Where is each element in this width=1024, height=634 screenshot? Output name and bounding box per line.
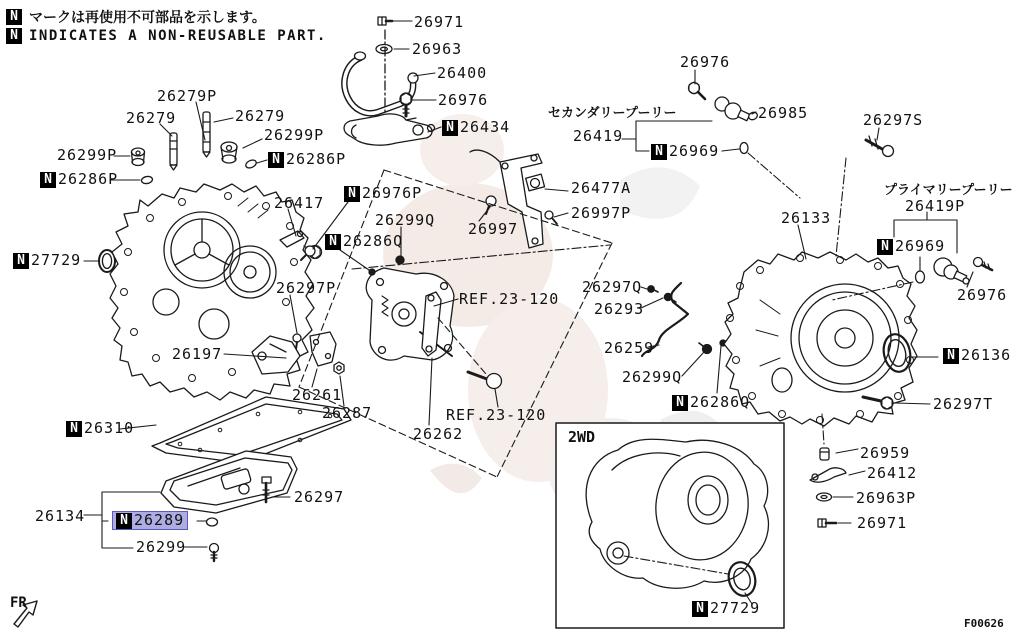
part-number-text: 26299 xyxy=(136,538,187,556)
part-number-text: 27729 xyxy=(710,599,761,617)
part-number-text: 26133 xyxy=(781,209,832,227)
drawing-valve-body-ref xyxy=(366,268,454,360)
non-reusable-badge: N xyxy=(40,172,56,188)
part-number-text: 26297T xyxy=(933,395,994,413)
part-label-27729-left[interactable] xyxy=(13,252,81,269)
part-label-26419[interactable] xyxy=(573,128,623,145)
part-number-text: 26997P xyxy=(571,204,632,222)
part-label-26259[interactable] xyxy=(604,340,654,357)
part-label-26417[interactable] xyxy=(274,195,324,212)
part-number-text: 26976P xyxy=(362,184,423,202)
part-label-26134[interactable] xyxy=(35,508,85,525)
part-label-26299p-right[interactable] xyxy=(264,127,324,144)
part-label-ref-23-120-upper[interactable] xyxy=(459,291,559,308)
part-label-26297t[interactable] xyxy=(933,396,993,413)
non-reusable-badge: N xyxy=(943,348,959,364)
drawing-plug-26299q-left xyxy=(396,256,404,264)
secondary-pulley-caption: セカンダリープーリー xyxy=(548,106,677,121)
part-label-26297q[interactable] xyxy=(582,279,642,296)
part-number-text: 26976 xyxy=(438,91,489,109)
part-label-26299q-left[interactable] xyxy=(375,212,435,229)
part-label-26299q-right[interactable] xyxy=(622,369,682,386)
note-line-jp xyxy=(6,7,266,27)
drawing-oring-26969-left xyxy=(740,143,748,154)
part-number-text: 26286Q xyxy=(690,393,751,411)
part-number-text: 26259 xyxy=(604,339,655,357)
part-number-text: 26969 xyxy=(895,237,946,255)
part-number-text: 26286P xyxy=(286,150,347,168)
inset-2wd-label: 2WD xyxy=(568,428,596,446)
part-label-26136[interactable] xyxy=(943,347,1011,364)
part-number-text: 26963 xyxy=(412,40,463,58)
note-text-jp: マークは再使用不可部品を示します。 xyxy=(29,10,266,26)
drawing-plug-26299q-right xyxy=(699,343,712,354)
part-number-text: 26997 xyxy=(468,220,519,238)
part-number-text: 26959 xyxy=(860,444,911,462)
non-reusable-badge: N xyxy=(344,186,360,202)
part-label-26963-top[interactable] xyxy=(412,41,462,58)
part-label-26286q-right[interactable] xyxy=(672,394,750,411)
part-label-26289[interactable] xyxy=(113,512,187,529)
part-label-26262[interactable] xyxy=(413,426,463,443)
part-label-26279-right[interactable] xyxy=(235,108,285,125)
part-number-text: 26134 xyxy=(35,507,86,525)
drawing-washer-26963 xyxy=(376,45,392,54)
part-label-26985[interactable] xyxy=(758,105,808,122)
part-number-text: 26310 xyxy=(84,419,135,437)
drawing-lever-26412 xyxy=(810,468,846,482)
part-label-26279p[interactable] xyxy=(157,88,217,105)
part-label-26971-top[interactable] xyxy=(414,14,464,31)
non-reusable-badge: N xyxy=(692,601,708,617)
part-label-26286p-right[interactable] xyxy=(268,151,346,168)
drawing-oring-26286p-right xyxy=(245,159,258,170)
part-number-text: 26297P xyxy=(276,279,337,297)
non-reusable-badge: N xyxy=(66,421,82,437)
part-number-text: 26136 xyxy=(961,346,1012,364)
part-label-26969-right[interactable] xyxy=(877,238,945,255)
part-label-26976-right[interactable] xyxy=(957,287,1007,304)
part-label-26976-top[interactable] xyxy=(438,92,488,109)
part-label-26477a[interactable] xyxy=(571,180,631,197)
drawing-washer-26963p xyxy=(817,493,832,501)
part-label-27729-inset[interactable] xyxy=(692,600,760,617)
part-label-26197[interactable] xyxy=(172,346,222,363)
drawing-speed-sensor-primary xyxy=(916,258,970,284)
part-number-text: 26297Q xyxy=(582,278,643,296)
part-number-text: 26289 xyxy=(134,511,185,529)
fr-direction-label: FR xyxy=(10,595,27,611)
part-number-text: 26419 xyxy=(573,127,624,145)
part-number-text: 26299Q xyxy=(622,368,683,386)
part-number-text: 26412 xyxy=(867,464,918,482)
part-number-text: 26969 xyxy=(669,142,720,160)
drawing-plug-26959 xyxy=(820,448,829,460)
part-number-text: 26419P xyxy=(905,197,966,215)
drawing-oring-26985 xyxy=(747,111,758,121)
non-reusable-badge: N xyxy=(442,120,458,136)
part-label-26297s[interactable] xyxy=(863,112,923,129)
part-number-text: 26434 xyxy=(460,118,511,136)
drawing-bolt-26299 xyxy=(210,544,219,562)
part-number-text: 26400 xyxy=(437,64,488,82)
part-number-text: 26297S xyxy=(863,111,924,129)
non-reusable-badge: N xyxy=(268,152,284,168)
part-label-26297p[interactable] xyxy=(276,280,336,297)
part-number-text: 26477A xyxy=(571,179,632,197)
part-label-26287[interactable] xyxy=(322,405,372,422)
part-number-text: REF.23-120 xyxy=(459,290,560,308)
part-number-text: 26286Q xyxy=(343,232,404,250)
part-number-text: 26976 xyxy=(957,286,1008,304)
part-label-26310[interactable] xyxy=(66,420,134,437)
figure-code: F00626 xyxy=(964,617,1004,630)
drawing-nut-26287 xyxy=(334,362,344,374)
drawing-2wd-inset xyxy=(556,423,784,628)
drawing-speed-sensor-secondary xyxy=(715,97,750,121)
part-label-26971-right[interactable] xyxy=(857,515,907,532)
part-number-text: 26976 xyxy=(680,53,731,71)
part-label-26959[interactable] xyxy=(860,445,910,462)
drawing-bolt-26971-top xyxy=(378,17,392,25)
part-number-text: 26417 xyxy=(274,194,325,212)
part-number-text: 26299Q xyxy=(375,211,436,229)
part-label-26261[interactable] xyxy=(292,387,342,404)
part-number-text: 26286P xyxy=(58,170,119,188)
part-label-26997p[interactable] xyxy=(571,205,631,222)
part-number-text: 26297 xyxy=(294,488,345,506)
note-line-en xyxy=(6,28,327,44)
part-number-text: 26971 xyxy=(414,13,465,31)
drawing-plug-26299p-left xyxy=(132,148,145,166)
part-label-26997[interactable] xyxy=(468,221,518,238)
drawing-oil-pan-26134 xyxy=(161,451,297,513)
part-number-text: 26963P xyxy=(856,489,917,507)
drawing-bolt-26976-topright xyxy=(689,82,706,99)
part-number-text: 26261 xyxy=(292,386,343,404)
part-label-26969-left[interactable] xyxy=(651,143,719,160)
part-number-text: 26299P xyxy=(264,126,325,144)
part-label-ref-23-120-lower[interactable] xyxy=(446,407,546,424)
note-text-en: INDICATES A NON-REUSABLE PART. xyxy=(29,28,327,44)
non-reusable-badge: N xyxy=(651,144,667,160)
part-number-text: 26279 xyxy=(235,107,286,125)
non-reusable-badge: N xyxy=(6,9,22,25)
drawing-oring-26286p-left xyxy=(141,176,153,185)
part-number-text: 27729 xyxy=(31,251,82,269)
part-label-26286p-left[interactable] xyxy=(40,171,118,188)
part-number-text: 26971 xyxy=(857,514,908,532)
part-label-26434[interactable] xyxy=(442,119,510,136)
non-reusable-badge: N xyxy=(13,253,29,269)
part-label-26400[interactable] xyxy=(437,65,487,82)
part-number-text: 26197 xyxy=(172,345,223,363)
non-reusable-badge: N xyxy=(672,395,688,411)
part-number-text: REF.23-120 xyxy=(446,406,547,424)
part-label-26976p[interactable] xyxy=(344,185,422,202)
drawing-oring-26289 xyxy=(207,518,218,526)
drawing-bolt-26297s xyxy=(866,136,894,157)
part-label-26976-topright[interactable] xyxy=(680,54,730,71)
part-label-26297[interactable] xyxy=(294,489,344,506)
part-number-text: 26262 xyxy=(413,425,464,443)
part-label-26133[interactable] xyxy=(781,210,831,227)
part-number-text: 26985 xyxy=(758,104,809,122)
part-label-26293[interactable] xyxy=(594,301,644,318)
part-number-text: 26299P xyxy=(57,146,118,164)
non-reusable-badge: N xyxy=(6,28,22,44)
drawing-bolt-26976-right xyxy=(974,258,993,271)
part-label-26412[interactable] xyxy=(867,465,917,482)
primary-pulley-caption: プライマリープーリー xyxy=(884,183,1013,198)
part-label-26279-left[interactable] xyxy=(126,110,176,127)
non-reusable-badge: N xyxy=(877,239,893,255)
non-reusable-badge: N xyxy=(116,513,132,529)
part-number-text: 26279 xyxy=(126,109,177,127)
part-label-26419p[interactable] xyxy=(905,198,965,215)
part-number-text: 26293 xyxy=(594,300,645,318)
part-number-text: 26279P xyxy=(157,87,218,105)
drawing-oring-26286q-left xyxy=(369,269,375,275)
drawing-plug-26299p-right xyxy=(221,142,237,163)
drawing-oil-level-gauge-26434 xyxy=(344,114,435,145)
part-number-text: 26287 xyxy=(322,404,373,422)
part-label-26299[interactable] xyxy=(136,539,186,556)
part-label-26286q-left[interactable] xyxy=(325,233,403,250)
drawing-bolt-26297q xyxy=(648,286,658,292)
drawing-bolt-26971-right xyxy=(818,519,836,527)
part-label-26963p[interactable] xyxy=(856,490,916,507)
non-reusable-badge: N xyxy=(325,234,341,250)
part-label-26299p-left[interactable] xyxy=(57,147,117,164)
